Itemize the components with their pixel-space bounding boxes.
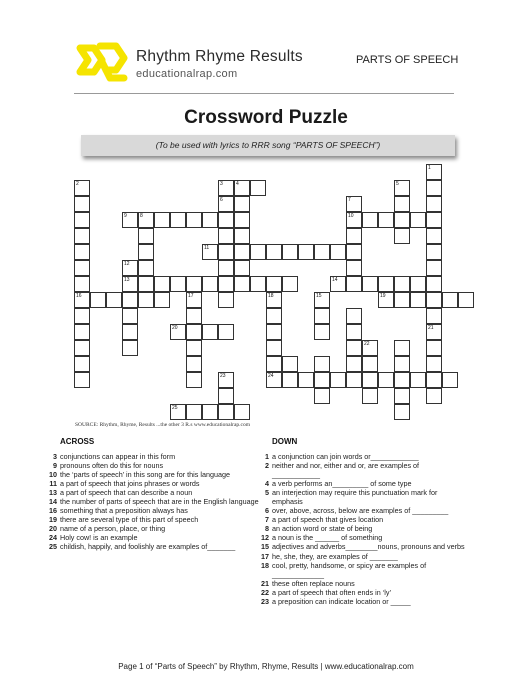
grid-cell[interactable] (266, 244, 282, 260)
grid-cell[interactable] (202, 324, 218, 340)
grid-cell[interactable] (314, 356, 330, 372)
grid-cell[interactable] (314, 308, 330, 324)
grid-cell[interactable] (426, 388, 442, 404)
clue-text: over, above, across, below are examples of _________ (272, 506, 449, 516)
grid-cell[interactable] (202, 404, 218, 420)
clue-number: 21 (261, 578, 269, 588)
grid-cell[interactable] (138, 260, 154, 276)
across-clue-19 (44, 515, 260, 524)
grid-cell[interactable] (74, 308, 90, 324)
grid-number: 3 (220, 181, 223, 187)
grid-cell[interactable] (410, 276, 426, 292)
grid-cell[interactable] (282, 372, 298, 388)
clue-text: an action word or state of being (272, 524, 373, 534)
grid-cell[interactable] (186, 308, 202, 324)
grid-cell[interactable] (426, 308, 442, 324)
clue-text: he, she, they, are examples of _______ (272, 551, 398, 561)
clue-text: a preposition can indicate location or _____ (272, 596, 411, 606)
grid-cell[interactable] (346, 356, 362, 372)
clue-number: 3 (53, 452, 57, 461)
grid-cell[interactable] (74, 244, 90, 260)
clue-number: 2 (265, 461, 269, 471)
grid-number: 2 (76, 181, 79, 187)
grid-cell[interactable] (154, 292, 170, 308)
clue-text: a part of speech that often ends in ‘ly’ (272, 587, 392, 597)
grid-cell[interactable] (74, 196, 90, 212)
grid-cell[interactable] (154, 276, 170, 292)
grid-number: 4 (236, 181, 239, 187)
clue-number: 17 (261, 551, 269, 561)
clue-number: 14 (49, 497, 57, 507)
grid-cell[interactable] (314, 388, 330, 404)
clue-number: 13 (49, 488, 57, 498)
grid-cell[interactable] (362, 212, 378, 228)
grid-cell[interactable] (186, 212, 202, 228)
grid-cell[interactable] (138, 276, 154, 292)
grid-cell[interactable] (74, 228, 90, 244)
clue-number: 20 (49, 524, 57, 534)
grid-cell[interactable] (122, 324, 138, 340)
page-footer: Page 1 of “Parts of Speech” by Rhythm, Rhyme, Results | www.educationalrap.com (118, 662, 414, 671)
clue-number: 25 (49, 542, 57, 552)
clue-number: 9 (53, 461, 57, 471)
down-clue-5 (256, 488, 466, 506)
grid-cell[interactable] (74, 276, 90, 292)
across-clue-13 (44, 488, 260, 497)
grid-cell[interactable] (298, 372, 314, 388)
clue-text: name of a person, place, or thing (60, 524, 166, 534)
clue-number: 18 (261, 560, 269, 570)
clue-text: pronouns often do this for nouns (60, 461, 164, 471)
down-clue-23 (256, 597, 466, 606)
grid-number: 21 (428, 325, 434, 331)
grid-cell[interactable] (218, 244, 234, 260)
across-clue-14 (44, 497, 260, 506)
grid-cell[interactable] (122, 340, 138, 356)
clue-text: the number of parts of speech that are in the English language (60, 497, 259, 507)
down-clue-4 (256, 479, 466, 488)
grid-number: 14 (332, 277, 338, 283)
grid-cell[interactable] (346, 228, 362, 244)
grid-cell[interactable] (346, 308, 362, 324)
grid-cell[interactable] (74, 324, 90, 340)
across-clue-25 (44, 542, 260, 551)
grid-cell[interactable] (138, 244, 154, 260)
grid-cell[interactable] (378, 372, 394, 388)
clue-number: 10 (49, 470, 57, 480)
clue-text: neither and nor, either and or, are examples of ____________ (272, 461, 420, 480)
clue-text: something that a preposition always has (60, 506, 188, 516)
clue-number: 7 (265, 515, 269, 525)
grid-cell[interactable] (330, 372, 346, 388)
grid-number: 17 (188, 293, 194, 299)
grid-cell[interactable] (234, 276, 250, 292)
page-title: Crossword Puzzle (184, 107, 348, 128)
clue-number: 22 (261, 587, 269, 597)
grid-cell[interactable] (394, 404, 410, 420)
source-note: SOURCE: Rhythm, Rhyme, Results ...the other 3 R.s www.educationalrap.com (75, 422, 251, 428)
grid-cell[interactable] (218, 404, 234, 420)
across-heading: ACROSS (60, 437, 95, 446)
grid-cell[interactable] (202, 276, 218, 292)
clue-text: a part of speech that can describe a noun (60, 488, 193, 498)
brand-name: Rhythm Rhyme Results (136, 48, 303, 65)
grid-number: 5 (396, 181, 399, 187)
grid-cell[interactable] (186, 324, 202, 340)
grid-cell[interactable] (218, 324, 234, 340)
grid-cell[interactable] (234, 196, 250, 212)
grid-number: 20 (172, 325, 178, 331)
clue-number: 12 (261, 533, 269, 543)
grid-cell[interactable] (106, 292, 122, 308)
grid-cell[interactable] (426, 212, 442, 228)
grid-cell[interactable] (346, 244, 362, 260)
grid-cell[interactable] (218, 292, 234, 308)
grid-cell[interactable] (442, 372, 458, 388)
grid-cell[interactable] (186, 372, 202, 388)
clue-text: a conjunction can join words or____________ (272, 452, 419, 461)
across-clue-16 (44, 506, 260, 515)
clue-number: 5 (265, 488, 269, 498)
grid-cell[interactable] (170, 212, 186, 228)
grid-cell[interactable] (410, 212, 426, 228)
across-clue-11 (44, 479, 260, 488)
across-clues (44, 452, 260, 552)
grid-number: 18 (268, 293, 274, 299)
grid-number: 6 (220, 197, 223, 203)
grid-cell[interactable] (218, 388, 234, 404)
grid-number: 1 (428, 165, 431, 171)
grid-cell[interactable] (74, 260, 90, 276)
grid-cell[interactable] (346, 372, 362, 388)
down-clue-2 (256, 461, 466, 479)
grid-cell[interactable] (410, 292, 426, 308)
grid-cell[interactable] (234, 212, 250, 228)
grid-cell[interactable] (282, 244, 298, 260)
grid-number: 10 (348, 213, 354, 219)
grid-number: 7 (348, 197, 351, 203)
grid-cell[interactable] (202, 212, 218, 228)
grid-cell[interactable] (346, 340, 362, 356)
clue-text: Holy cow! is an example (60, 533, 138, 543)
grid-cell[interactable] (426, 228, 442, 244)
grid-cell[interactable] (234, 244, 250, 260)
grid-cell[interactable] (266, 276, 282, 292)
down-clue-21 (256, 579, 466, 588)
clue-number: 4 (265, 479, 269, 489)
clue-number: 8 (265, 524, 269, 534)
grid-cell[interactable] (330, 244, 346, 260)
grid-cell[interactable] (394, 276, 410, 292)
grid-cell[interactable] (394, 388, 410, 404)
grid-number: 15 (316, 293, 322, 299)
clue-text: cool, pretty, handsome, or spicy are examples of _____________ (272, 560, 427, 579)
grid-cell[interactable] (186, 276, 202, 292)
grid-cell[interactable] (266, 324, 282, 340)
grid-cell[interactable] (314, 244, 330, 260)
grid-cell[interactable] (426, 340, 442, 356)
grid-cell[interactable] (426, 356, 442, 372)
across-clue-24 (44, 533, 260, 542)
grid-cell[interactable] (186, 404, 202, 420)
clue-number: 19 (49, 515, 57, 525)
grid-cell[interactable] (426, 196, 442, 212)
grid-cell[interactable] (266, 308, 282, 324)
across-clue-10 (44, 470, 260, 479)
grid-cell[interactable] (170, 276, 186, 292)
grid-cell[interactable] (426, 292, 442, 308)
grid-cell[interactable] (90, 292, 106, 308)
grid-cell[interactable] (378, 212, 394, 228)
grid-cell[interactable] (218, 276, 234, 292)
down-clue-15 (256, 542, 466, 551)
across-clue-9 (44, 461, 260, 470)
grid-cell[interactable] (394, 356, 410, 372)
down-clue-18 (256, 561, 466, 579)
grid-cell[interactable] (362, 356, 378, 372)
grid-cell[interactable] (314, 324, 330, 340)
clue-text: a part of speech that gives location (272, 515, 384, 525)
clue-text: these often replace nouns (272, 578, 355, 588)
grid-cell[interactable] (426, 244, 442, 260)
grid-cell[interactable] (74, 372, 90, 388)
down-clue-22 (256, 588, 466, 597)
grid-cell[interactable] (346, 324, 362, 340)
grid-number: 11 (204, 245, 210, 251)
grid-number: 8 (140, 213, 143, 219)
grid-number: 13 (124, 277, 130, 283)
grid-cell[interactable] (234, 404, 250, 420)
grid-cell[interactable] (410, 372, 426, 388)
grid-cell[interactable] (122, 308, 138, 324)
grid-cell[interactable] (346, 276, 362, 292)
grid-cell[interactable] (218, 260, 234, 276)
grid-cell[interactable] (250, 244, 266, 260)
grid-cell[interactable] (138, 292, 154, 308)
clue-number: 23 (261, 596, 269, 606)
grid-cell[interactable] (362, 388, 378, 404)
grid-cell[interactable] (218, 228, 234, 244)
grid-number: 24 (268, 373, 274, 379)
grid-number: 12 (124, 261, 130, 267)
grid-cell[interactable] (394, 340, 410, 356)
grid-cell[interactable] (394, 292, 410, 308)
grid-cell[interactable] (138, 228, 154, 244)
grid-cell[interactable] (282, 356, 298, 372)
grid-cell[interactable] (362, 276, 378, 292)
grid-cell[interactable] (250, 180, 266, 196)
clue-number: 24 (49, 533, 57, 543)
subtitle-text: (To be used with lyrics to RRR song “PARTS OF SPEECH”) (155, 140, 381, 150)
topic-label: PARTS OF SPEECH (356, 54, 459, 66)
grid-cell[interactable] (458, 292, 474, 308)
grid-cell[interactable] (234, 228, 250, 244)
grid-cell[interactable] (266, 356, 282, 372)
grid-number: 23 (220, 373, 226, 379)
down-clue-8 (256, 524, 466, 533)
grid-cell[interactable] (74, 356, 90, 372)
across-clue-3 (44, 452, 260, 461)
grid-cell[interactable] (394, 196, 410, 212)
down-heading: DOWN (272, 437, 298, 446)
grid-cell[interactable] (122, 292, 138, 308)
grid-cell[interactable] (218, 212, 234, 228)
grid-cell[interactable] (186, 356, 202, 372)
clue-text: the ‘parts of speech’ in this song are for this language (60, 470, 230, 480)
down-clue-1 (256, 452, 466, 461)
grid-cell[interactable] (298, 244, 314, 260)
clue-number: 16 (49, 506, 57, 516)
clue-number: 15 (261, 542, 269, 552)
grid-cell[interactable] (186, 340, 202, 356)
grid-cell[interactable] (426, 372, 442, 388)
grid-cell[interactable] (250, 276, 266, 292)
clue-number: 1 (265, 452, 269, 461)
grid-cell[interactable] (426, 260, 442, 276)
down-clue-7 (256, 515, 466, 524)
grid-cell[interactable] (426, 180, 442, 196)
grid-cell[interactable] (426, 276, 442, 292)
clue-text: adjectives and adverbs________nouns, pronouns and verbs (272, 542, 465, 552)
grid-cell[interactable] (74, 340, 90, 356)
grid-cell[interactable] (378, 276, 394, 292)
clue-text: there are several type of this part of speech (60, 515, 199, 525)
grid-cell[interactable] (282, 276, 298, 292)
grid-cell[interactable] (442, 292, 458, 308)
grid-cell[interactable] (266, 340, 282, 356)
grid-number: 16 (76, 293, 82, 299)
down-clue-17 (256, 552, 466, 561)
grid-cell[interactable] (346, 260, 362, 276)
clue-text: childish, happily, and foolishly are examples of_______ (60, 542, 236, 552)
grid-number: 25 (172, 405, 178, 411)
grid-cell[interactable] (362, 372, 378, 388)
down-clue-12 (256, 533, 466, 542)
clue-text: a part of speech that joins phrases or words (60, 479, 200, 489)
grid-number: 22 (364, 341, 370, 347)
grid-cell[interactable] (314, 372, 330, 388)
clue-number: 11 (49, 479, 57, 489)
grid-cell[interactable] (154, 212, 170, 228)
clue-text: a verb performs an_________ of some type (272, 479, 412, 489)
clue-text: a noun is the ______ of something (272, 533, 383, 543)
grid-cell[interactable] (74, 212, 90, 228)
grid-cell[interactable] (394, 372, 410, 388)
grid-cell[interactable] (394, 228, 410, 244)
grid-number: 19 (380, 293, 386, 299)
grid-cell[interactable] (394, 212, 410, 228)
across-clue-20 (44, 524, 260, 533)
down-clues (256, 452, 466, 606)
grid-cell[interactable] (234, 260, 250, 276)
down-clue-6 (256, 506, 466, 515)
brand-url: educationalrap.com (136, 68, 238, 80)
clue-text: conjunctions can appear in this form (60, 452, 176, 461)
clue-text: an interjection may require this punctuation mark for emphasis (272, 488, 438, 507)
clue-number: 6 (265, 506, 269, 516)
grid-number: 9 (124, 213, 127, 219)
